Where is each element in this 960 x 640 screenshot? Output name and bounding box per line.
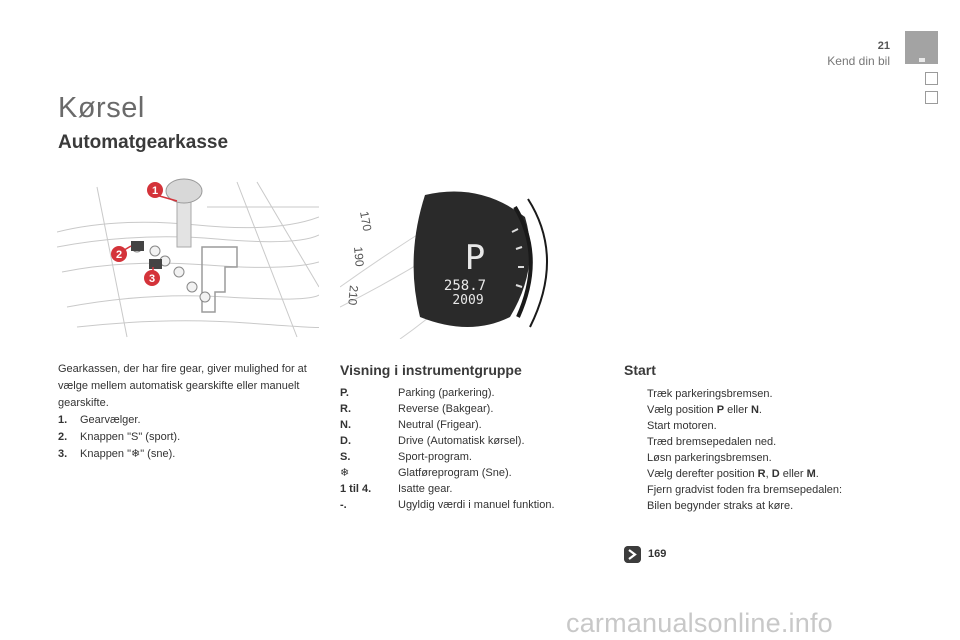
gear-desc: Ugyldig værdi i manuel funktion. [398,499,555,511]
chapter-tab-box[interactable] [925,72,938,85]
item-number: 2. [58,431,68,443]
start-list [624,386,884,514]
item-label: Knappen "❄" (sne). [80,448,176,460]
chapter-tab-box[interactable] [925,91,938,104]
speed-mark-170: 170 [357,210,375,233]
gear-desc: Isatte gear. [398,483,453,495]
chapter-tab-marker [919,58,925,62]
gear-code: 1 til 4. [340,483,372,495]
gear-desc: Glatføreprogram (Sne). [398,467,512,479]
step-text: Træk parkeringsbremsen. [647,388,773,400]
list-item [58,429,318,446]
intro-text: Gearkassen, der har fire gear, giver mulighed for at vælge mellem automatisk gearskifte eller manuelt gearskifte. [58,363,307,409]
gear-desc: Drive (Automatisk kørsel). [398,435,525,447]
list-item [58,412,318,429]
intro-column [58,361,318,463]
speed-mark-210: 210 [345,284,361,306]
gear-code: N. [340,419,351,431]
list-item [624,402,884,418]
bullet-icon [624,386,647,402]
gear-selector-illustration [57,177,319,339]
gear-code: S. [340,451,351,463]
step-text: Fjern gradvist foden fra bremsepedalen: Bilen begynder straks at køre. [647,484,843,512]
list-item [340,465,600,481]
list-item [624,450,884,466]
snow-icon: ❄ [340,467,350,479]
list-item [624,418,884,434]
list-item [340,481,600,497]
item-label: Knappen "S" (sport). [80,431,181,443]
gear-indicator: P [464,238,486,278]
step-text: Vælg position P eller N. [647,404,762,416]
gear-code: D. [340,435,351,447]
list-item [624,386,884,402]
gear-code: -. [340,499,347,511]
list-item [340,385,600,401]
gear-code: R. [340,403,351,415]
instrument-cluster-illustration [340,177,575,339]
speed-mark-190: 190 [351,246,367,268]
visning-list [340,385,600,513]
gear-code: P. [340,387,349,399]
step-text: Løsn parkeringsbremsen. [647,452,772,464]
step-text: Vælg derefter position R, D eller M. [647,468,819,480]
odometer: 258.7 [443,278,487,294]
list-item [624,466,884,482]
callout-1: 1 [151,185,159,197]
page-reference-link[interactable]: 169 [648,548,667,560]
trip-counter: 2009 [452,293,484,308]
list-item [624,482,884,514]
bullet-icon [624,482,647,514]
list-item [340,497,600,513]
visning-heading: Visning i instrumentgruppe [340,362,522,378]
item-number: 1. [58,414,68,426]
gear-desc: Parking (parkering). [398,387,495,399]
page-number: 21 [877,40,890,52]
callout-2: 2 [115,249,123,261]
snow-button-shape [149,259,162,269]
bullet-icon [624,466,647,482]
list-item [340,417,600,433]
bullet-icon [624,450,647,466]
list-item [340,433,600,449]
gear-desc: Sport-program. [398,451,472,463]
page-title: Kørsel [58,92,145,124]
list-item [58,446,318,463]
page-reference-arrow-icon[interactable] [624,546,641,563]
step-text: Træd bremsepedalen ned. [647,436,777,448]
list-item [340,449,600,465]
item-number: 3. [58,448,68,460]
page-subtitle: Automatgearkasse [58,132,229,153]
gear-desc: Neutral (Frigear). [398,419,482,431]
list-item [340,401,600,417]
watermark: carmanualsonline.info [566,608,833,638]
bullet-icon [624,418,647,434]
sport-button-shape [131,241,144,251]
start-heading: Start [624,362,656,378]
step-text: Start motoren. [647,420,717,432]
list-item [624,434,884,450]
callout-3: 3 [148,273,156,285]
bullet-icon [624,434,647,450]
bullet-icon [624,402,647,418]
section-name: Kend din bil [827,54,890,68]
item-label: Gearvælger. [80,414,141,426]
gear-desc: Reverse (Bakgear). [398,403,494,415]
